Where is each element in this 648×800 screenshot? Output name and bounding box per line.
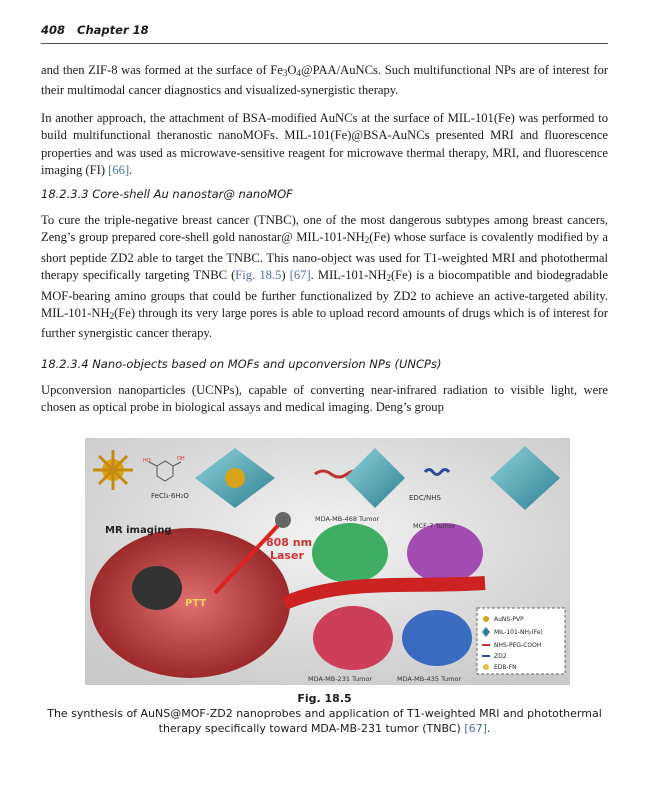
paragraph-2 (41, 110, 608, 180)
laser-label: Laser (270, 549, 304, 562)
tumor-mcf7-label: MCF-7 Tumor (413, 522, 456, 530)
legend-item-3: ZD2 (494, 653, 507, 660)
legend-item-1: MIL-101-NH₂(Fe) (494, 629, 543, 636)
p3-text-d: . MIL-101-NH (310, 268, 387, 283)
figure-18-5 (85, 438, 570, 685)
legend-item-4: EDB-FN (494, 664, 517, 671)
tumor-468-label: MDA-MB-468 Tumor (315, 515, 380, 523)
caption-body: The synthesis of AuNS@MOF-ZD2 nanoprobes and application of T1-weighted MRI and photothermal therapy specifically toward MDA-MB-231 tumor (TNBC) (47, 707, 602, 735)
tumor-231 (313, 606, 393, 670)
p3-text-a: To cure the triple-negative breast cancer (TNBC), one of the most dangerous subtypes among breast cancers, Zeng’s group prepared core-shell gold nanostar@ MIL-101-NH (41, 213, 608, 245)
svg-text:HO: HO (143, 458, 151, 464)
p3-sub-e: 2 (109, 311, 115, 322)
p1-text-mid: O (287, 63, 297, 77)
p1-sub-1: 3 (282, 68, 288, 78)
body-block-1 (41, 62, 608, 189)
tumor-mcf7 (407, 523, 483, 583)
body-block-3 (41, 382, 608, 427)
cell-nucleus (132, 566, 182, 610)
figure-legend (477, 608, 565, 674)
running-header (41, 23, 608, 44)
paragraph-3 (41, 212, 608, 343)
section-heading-18-2-3-3: 18.2.3.3 Core-shell Au nanostar@ nanoMOF (41, 187, 293, 201)
section-heading-18-2-3-4: 18.2.3.4 Nano-objects based on MOFs and upconversion NPs (UNCPs) (41, 357, 442, 371)
p1-text-a: and then ZIF-8 was formed at the surface of Fe (41, 63, 283, 77)
p3-sub-d: 2 (386, 273, 391, 284)
mri-label: MR imaging (105, 525, 172, 536)
svg-text:OH: OH (177, 456, 185, 462)
figure-18-5-link[interactable]: Fig. 18.5 (235, 268, 282, 283)
legend-item-0: AuNS-PVP (494, 616, 524, 623)
citation-66-link[interactable]: [66] (108, 163, 130, 178)
page-number: 408 (41, 23, 66, 37)
legend-item-2: NHS-PEG-COOH (494, 642, 542, 649)
reagent-edc-nhs: EDC/NHS (409, 494, 442, 502)
p3-text-f: (Fe) through its very large pores is able to upload record amounts of drugs which is of interest for further synergistic cancer therapy. (41, 306, 608, 341)
figure-illustration (85, 438, 570, 685)
au-nanostar (93, 450, 133, 490)
laser-wavelength: 808 nm (266, 536, 313, 549)
tumor-231-label: MDA-MB-231 Tumor (308, 675, 373, 683)
p3-text-c: ) (281, 268, 290, 283)
tumor-435-label: MDA-MB-435 Tumor (397, 675, 462, 683)
p1-sub-2: 4 (296, 68, 301, 78)
p3-text-b: (Fe) whose surface is covalently modified by a short peptide ZD2 able to target the TNBC. This nano-object was used for T1-weighted MRI and photothermal therapy specifically targeting TNBC ( (41, 230, 608, 283)
p2-end: . (129, 163, 133, 178)
tumor-435 (402, 610, 472, 666)
body-block-2 (41, 212, 608, 353)
figure-label: Fig. 18.5 (297, 692, 352, 705)
p2-text: In another approach, the attachment of BSA-modified AuNCs at the surface of MIL-101(Fe) was performed to build multifunctional theranostic nanoMOFs. MIL-101(Fe)@BSA-AuNCs presented MRI and fluorescence properties and was used as microwave-sensitive reagent for microwave thermal therapy, MRI, and fluorescence imaging (FI) (41, 110, 608, 178)
citation-67-link[interactable]: [67] (289, 268, 311, 283)
reagent-fecl3: FeCl₃·6H₂O (151, 492, 189, 500)
ptt-label: PTT (185, 598, 207, 609)
p3-text-e: (Fe) is a biocompatible and biodegradable MOF-bearing amino groups that could be further functionalized by ZD2 to achieve an active-targeted ability. MIL-101-NH (41, 268, 609, 321)
p3-sub-a: 2 (364, 235, 370, 246)
tumor-468 (312, 523, 388, 583)
caption-end: . (486, 722, 491, 735)
p1-text-b: @PAA/AuNCs. Such multifunctional NPs are of interest for their multimodal cancer diagnostics and visualized-synergistic therapy. (41, 63, 609, 98)
caption-citation-link[interactable]: [67] (464, 722, 487, 735)
figure-caption (41, 691, 608, 736)
mof-core-1 (225, 468, 245, 488)
paragraph-1 (41, 62, 608, 100)
caption-text (41, 706, 608, 736)
paragraph-4: Upconversion nanoparticles (UCNPs), capable of converting near-infrared radiation to visible light, were chosen as optical probe in biological assays and medical imaging. Deng’s group (41, 383, 608, 415)
chapter-title: Chapter 18 (77, 23, 149, 37)
